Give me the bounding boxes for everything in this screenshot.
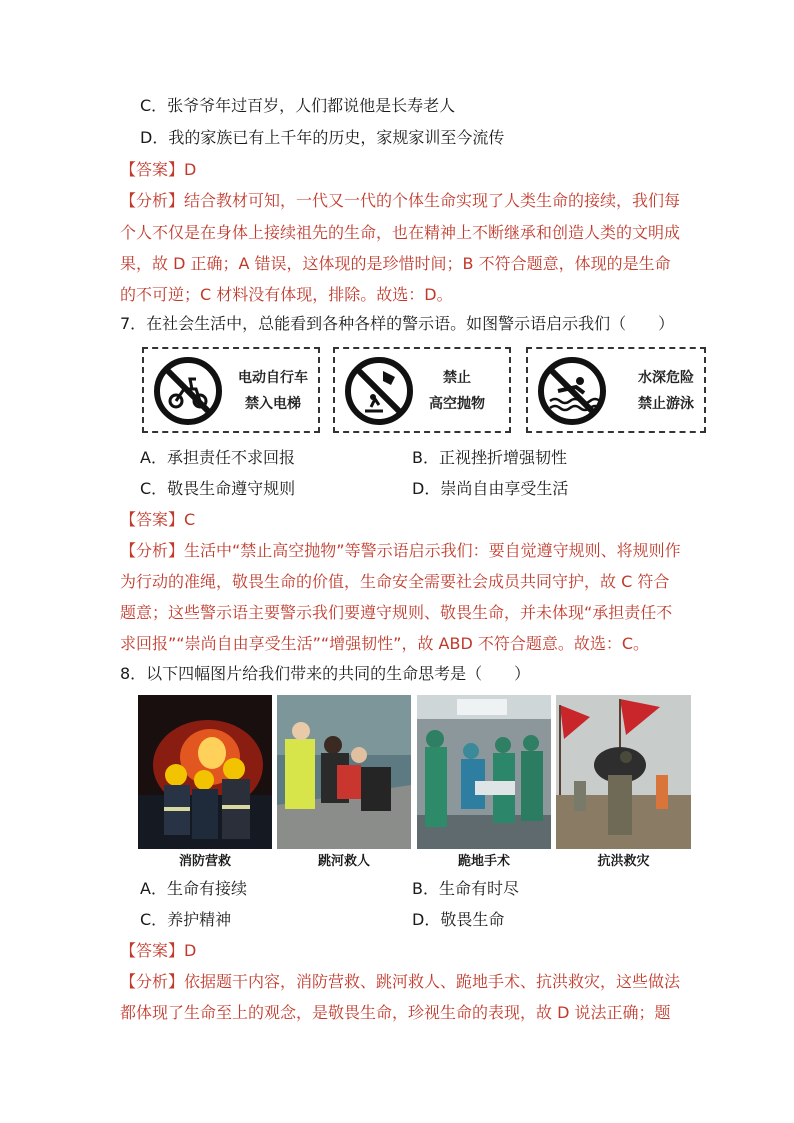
q8-option-b: B．生命有时尽 (412, 879, 519, 898)
analysis-tag: 【分析】 (120, 541, 185, 560)
analysis-text: 依据题干内容，消防营救、跳河救人、跪地手术、抗洪救灾，这些做法 (184, 972, 681, 991)
sign-line-2: 禁入电梯 (245, 396, 301, 412)
q7-answer (120, 509, 195, 531)
q7-analysis-line-3: 题意；这些警示语主要警示我们要遵守规则、敬畏生命，并未体现“承担责任不 (120, 603, 673, 622)
q7-stem: 7．在社会生活中，总能看到各种各样的警示语。如图警示语启示我们（ ） (120, 314, 675, 333)
q6-analysis-line-1 (120, 190, 680, 212)
q7-option-a: A．承担责任不求回报 (140, 448, 295, 467)
answer-value: D (184, 941, 197, 960)
no-throwing-icon (343, 355, 415, 427)
caption-surgery: 跪地手术 (457, 854, 510, 869)
answer-value: D (184, 160, 197, 179)
analysis-tag: 【分析】 (120, 191, 185, 210)
warning-sign-ebike (142, 347, 320, 433)
q7-analysis-line-4: 求回报”“崇尚自由享受生活”“增强韧性”，故 ABD 不符合题意。故选：C。 (120, 634, 650, 653)
q6-option-d: D．我的家族已有上千年的历史，家规家训至今流传 (140, 128, 505, 147)
q8-analysis-line-2: 都体现了生命至上的观念，是敬畏生命，珍视生命的表现，故 D 说法正确；题 (120, 1003, 671, 1022)
q8-stem: 8．以下四幅图片给我们带来的共同的生命思考是（ ） (120, 664, 531, 683)
analysis-text: 结合教材可知，一代又一代的个体生命实现了人类生命的接续，我们每 (184, 191, 681, 210)
q8-answer (120, 940, 196, 962)
no-swimming-icon (536, 355, 608, 427)
sign-line-1: 禁止 (443, 370, 471, 386)
q8-option-a: A．生命有接续 (140, 879, 247, 898)
sign-line-2: 禁止游泳 (638, 396, 694, 412)
caption-flood-relief: 抗洪救灾 (597, 854, 650, 869)
q6-answer (120, 159, 196, 181)
sign-text-throwing (429, 365, 485, 417)
q6-analysis-line-3: 果，故 D 正确；A 错误，这体现的是珍惜时间；B 不符合题意，体现的是生命 (120, 254, 671, 273)
photo-river-rescue (277, 695, 411, 849)
answer-tag: 【答案】 (120, 510, 185, 529)
q7-option-b: B．正视挫折增强韧性 (412, 448, 567, 467)
analysis-text: 生活中“禁止高空抛物”等警示语启示我们：要自觉遵守规则、将规则作 (184, 541, 681, 560)
warning-sign-throwing (333, 347, 511, 433)
caption-fire-rescue: 消防营救 (178, 854, 231, 869)
caption-river-rescue: 跳河救人 (317, 854, 370, 869)
q7-analysis-line-2: 为行动的准绳，敬畏生命的价值，生命安全需要社会成员共同守护，故 C 符合 (120, 572, 670, 591)
sign-text-swimming (638, 365, 694, 417)
q6-option-c: C．张爷爷年过百岁，人们都说他是长寿老人 (140, 96, 456, 115)
analysis-tag: 【分析】 (120, 972, 185, 991)
answer-tag: 【答案】 (120, 160, 185, 179)
photo-fire-rescue (138, 695, 272, 849)
photo-surgery (417, 695, 551, 849)
q7-option-d: D．崇尚自由享受生活 (412, 479, 569, 498)
photo-flood-relief (556, 695, 691, 849)
warning-sign-swimming (526, 347, 706, 433)
q6-analysis-line-4: 的不可逆；C 材料没有体现，排除。故选：D。 (120, 285, 453, 304)
sign-line-2: 高空抛物 (429, 396, 485, 412)
no-ebike-icon (152, 355, 224, 427)
sign-line-1: 水深危险 (638, 370, 694, 386)
q7-option-c: C．敬畏生命遵守规则 (140, 479, 296, 498)
q6-analysis-line-2: 个人不仅是在身体上接续祖先的生命，也在精神上不断继承和创造人类的文明成 (120, 223, 681, 242)
q8-option-c: C．养护精神 (140, 910, 232, 929)
answer-value: C (184, 510, 196, 529)
answer-tag: 【答案】 (120, 941, 185, 960)
q8-option-d: D．敬畏生命 (412, 910, 505, 929)
q7-analysis-line-1 (120, 540, 681, 562)
sign-text-ebike (238, 365, 308, 417)
sign-line-1: 电动自行车 (238, 370, 308, 386)
q8-analysis-line-1 (120, 971, 680, 993)
